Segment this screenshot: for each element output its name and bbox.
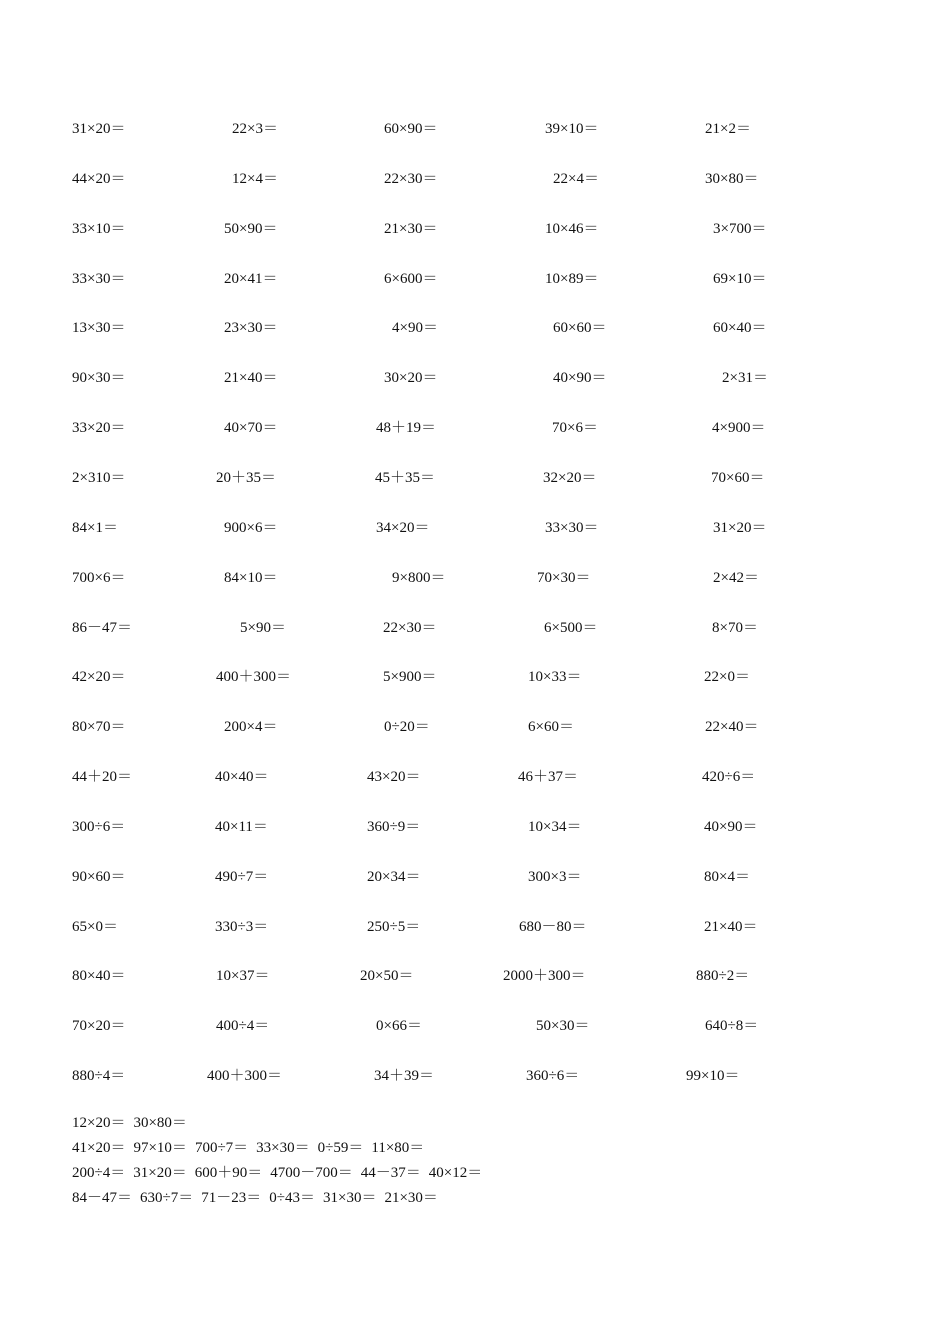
problem-r12-c4: 10×33＝ bbox=[528, 669, 582, 685]
problem-r2-c2: 12×4＝ bbox=[232, 171, 278, 187]
problem-r17-c3: 250÷5＝ bbox=[367, 919, 421, 935]
problem-r19-c5: 640÷8＝ bbox=[705, 1018, 759, 1034]
extra-problems bbox=[72, 1114, 490, 1214]
problem-r10-c4: 70×30＝ bbox=[537, 570, 591, 586]
problem-r20-c4: 360÷6＝ bbox=[526, 1068, 580, 1084]
problem-r5-c4: 60×60＝ bbox=[553, 320, 607, 336]
problem-r6-c3: 30×20＝ bbox=[384, 370, 438, 386]
problem-r4-c4: 10×89＝ bbox=[545, 271, 599, 287]
problem-r3-c4: 10×46＝ bbox=[545, 221, 599, 237]
problem-r19-c4: 50×30＝ bbox=[536, 1018, 590, 1034]
problem-r8-c1: 2×310＝ bbox=[72, 470, 126, 486]
problem-r15-c5: 40×90＝ bbox=[704, 819, 758, 835]
extra-problem: 11×80＝ bbox=[371, 1140, 425, 1156]
problem-r11-c5: 8×70＝ bbox=[712, 620, 758, 636]
problem-r16-c4: 300×3＝ bbox=[528, 869, 582, 885]
problem-r4-c2: 20×41＝ bbox=[224, 271, 278, 287]
problem-r19-c3: 0×66＝ bbox=[376, 1018, 422, 1034]
problem-r5-c5: 60×40＝ bbox=[713, 320, 767, 336]
problem-r8-c3: 45＋35＝ bbox=[375, 470, 436, 486]
problem-r15-c2: 40×11＝ bbox=[215, 819, 268, 835]
problem-r14-c4: 46＋37＝ bbox=[518, 769, 579, 785]
problem-r1-c3: 60×90＝ bbox=[384, 121, 438, 137]
problem-r7-c3: 48＋19＝ bbox=[376, 420, 437, 436]
problem-r6-c2: 21×40＝ bbox=[224, 370, 278, 386]
problem-r15-c3: 360÷9＝ bbox=[367, 819, 421, 835]
problem-r1-c4: 39×10＝ bbox=[545, 121, 599, 137]
problem-r9-c4: 33×30＝ bbox=[545, 520, 599, 536]
problem-r6-c1: 90×30＝ bbox=[72, 370, 126, 386]
problem-r20-c1: 880÷4＝ bbox=[72, 1068, 126, 1084]
problem-r10-c1: 700×6＝ bbox=[72, 570, 126, 586]
problem-r19-c1: 70×20＝ bbox=[72, 1018, 126, 1034]
extra-line-1 bbox=[72, 1114, 490, 1139]
extra-problem: 630÷7＝ bbox=[140, 1190, 194, 1206]
problem-r10-c5: 2×42＝ bbox=[713, 570, 759, 586]
extra-problem: 31×30＝ bbox=[323, 1190, 377, 1206]
problem-r16-c1: 90×60＝ bbox=[72, 869, 126, 885]
problem-r9-c1: 84×1＝ bbox=[72, 520, 118, 536]
problem-r7-c1: 33×20＝ bbox=[72, 420, 126, 436]
extra-problem: 31×20＝ bbox=[133, 1165, 187, 1181]
extra-problem: 12×20＝ bbox=[72, 1115, 126, 1131]
problem-r9-c2: 900×6＝ bbox=[224, 520, 278, 536]
problem-r1-c5: 21×2＝ bbox=[705, 121, 751, 137]
problem-r16-c5: 80×4＝ bbox=[704, 869, 750, 885]
problem-r1-c2: 22×3＝ bbox=[232, 121, 278, 137]
problem-r9-c5: 31×20＝ bbox=[713, 520, 767, 536]
problem-r4-c1: 33×30＝ bbox=[72, 271, 126, 287]
extra-problem: 0÷59＝ bbox=[317, 1140, 364, 1156]
problem-r13-c5: 22×40＝ bbox=[705, 719, 759, 735]
problem-r17-c4: 680－80＝ bbox=[519, 919, 587, 935]
problem-r15-c4: 10×34＝ bbox=[528, 819, 582, 835]
problem-r11-c1: 86－47＝ bbox=[72, 620, 133, 636]
problem-r13-c3: 0÷20＝ bbox=[384, 719, 430, 735]
problem-r13-c1: 80×70＝ bbox=[72, 719, 126, 735]
problem-r2-c5: 30×80＝ bbox=[705, 171, 759, 187]
extra-problem: 40×12＝ bbox=[428, 1165, 483, 1181]
problem-r3-c2: 50×90＝ bbox=[224, 221, 278, 237]
problem-r18-c4: 2000＋300＝ bbox=[503, 968, 586, 984]
extra-problem: 41×20＝ bbox=[72, 1140, 126, 1156]
problem-r17-c5: 21×40＝ bbox=[704, 919, 758, 935]
extra-problem: 71－23＝ bbox=[201, 1190, 262, 1206]
problem-r6-c5: 2×31＝ bbox=[722, 370, 768, 386]
problem-r20-c2: 400＋300＝ bbox=[207, 1068, 283, 1084]
problem-r20-c5: 99×10＝ bbox=[686, 1068, 740, 1084]
extra-problem: 700÷7＝ bbox=[194, 1140, 249, 1156]
problem-r19-c2: 400÷4＝ bbox=[216, 1018, 270, 1034]
problem-r16-c2: 490÷7＝ bbox=[215, 869, 269, 885]
extra-line-4 bbox=[72, 1189, 490, 1214]
problem-r17-c1: 65×0＝ bbox=[72, 919, 118, 935]
extra-problem: 44－37＝ bbox=[360, 1165, 421, 1181]
extra-problem: 200÷4＝ bbox=[72, 1165, 126, 1181]
problem-r2-c4: 22×4＝ bbox=[553, 171, 599, 187]
problem-r18-c1: 80×40＝ bbox=[72, 968, 126, 984]
problem-r5-c1: 13×30＝ bbox=[72, 320, 126, 336]
problem-r12-c1: 42×20＝ bbox=[72, 669, 126, 685]
problem-r16-c3: 20×34＝ bbox=[367, 869, 421, 885]
extra-problem: 0÷43＝ bbox=[269, 1190, 315, 1206]
extra-line-2 bbox=[72, 1139, 490, 1164]
problem-r2-c1: 44×20＝ bbox=[72, 171, 126, 187]
problem-r11-c2: 5×90＝ bbox=[240, 620, 286, 636]
extra-problem: 30×80＝ bbox=[133, 1115, 187, 1131]
problem-r12-c3: 5×900＝ bbox=[383, 669, 437, 685]
problem-r18-c3: 20×50＝ bbox=[360, 968, 414, 984]
problem-r7-c5: 4×900＝ bbox=[712, 420, 766, 436]
extra-problem: 84－47＝ bbox=[72, 1190, 133, 1206]
problem-r9-c3: 34×20＝ bbox=[376, 520, 430, 536]
problem-r10-c2: 84×10＝ bbox=[224, 570, 278, 586]
extra-problem: 600＋90＝ bbox=[194, 1165, 263, 1181]
extra-problem: 33×30＝ bbox=[256, 1140, 310, 1156]
problem-r10-c3: 9×800＝ bbox=[392, 570, 446, 586]
problem-r3-c5: 3×700＝ bbox=[713, 221, 767, 237]
extra-problem: 21×30＝ bbox=[384, 1190, 438, 1206]
problem-r5-c2: 23×30＝ bbox=[224, 320, 278, 336]
problem-r11-c3: 22×30＝ bbox=[383, 620, 437, 636]
extra-problem: 4700－700＝ bbox=[270, 1165, 353, 1181]
extra-line-3 bbox=[72, 1164, 490, 1189]
problem-r8-c4: 32×20＝ bbox=[543, 470, 597, 486]
problem-r3-c1: 33×10＝ bbox=[72, 221, 126, 237]
problem-r11-c4: 6×500＝ bbox=[544, 620, 598, 636]
problem-r12-c2: 400＋300＝ bbox=[216, 669, 292, 685]
problem-r8-c5: 70×60＝ bbox=[711, 470, 765, 486]
problem-r7-c4: 70×6＝ bbox=[552, 420, 598, 436]
problem-r4-c3: 6×600＝ bbox=[384, 271, 438, 287]
problem-r2-c3: 22×30＝ bbox=[384, 171, 438, 187]
problem-r18-c2: 10×37＝ bbox=[216, 968, 270, 984]
problem-r14-c1: 44＋20＝ bbox=[72, 769, 133, 785]
problem-r18-c5: 880÷2＝ bbox=[696, 968, 750, 984]
problem-r12-c5: 22×0＝ bbox=[704, 669, 750, 685]
extra-problem: 97×10＝ bbox=[133, 1140, 187, 1156]
problem-r13-c2: 200×4＝ bbox=[224, 719, 278, 735]
problem-r1-c1: 31×20＝ bbox=[72, 121, 126, 137]
problem-r7-c2: 40×70＝ bbox=[224, 420, 278, 436]
problem-r17-c2: 330÷3＝ bbox=[215, 919, 269, 935]
problem-r6-c4: 40×90＝ bbox=[553, 370, 607, 386]
problem-r3-c3: 21×30＝ bbox=[384, 221, 438, 237]
problem-r4-c5: 69×10＝ bbox=[713, 271, 767, 287]
problem-r20-c3: 34＋39＝ bbox=[374, 1068, 435, 1084]
problem-r5-c3: 4×90＝ bbox=[392, 320, 438, 336]
problem-r14-c5: 420÷6＝ bbox=[702, 769, 756, 785]
problem-r14-c2: 40×40＝ bbox=[215, 769, 269, 785]
problem-r15-c1: 300÷6＝ bbox=[72, 819, 126, 835]
problem-r14-c3: 43×20＝ bbox=[367, 769, 421, 785]
problem-r13-c4: 6×60＝ bbox=[528, 719, 574, 735]
problem-r8-c2: 20＋35＝ bbox=[216, 470, 277, 486]
